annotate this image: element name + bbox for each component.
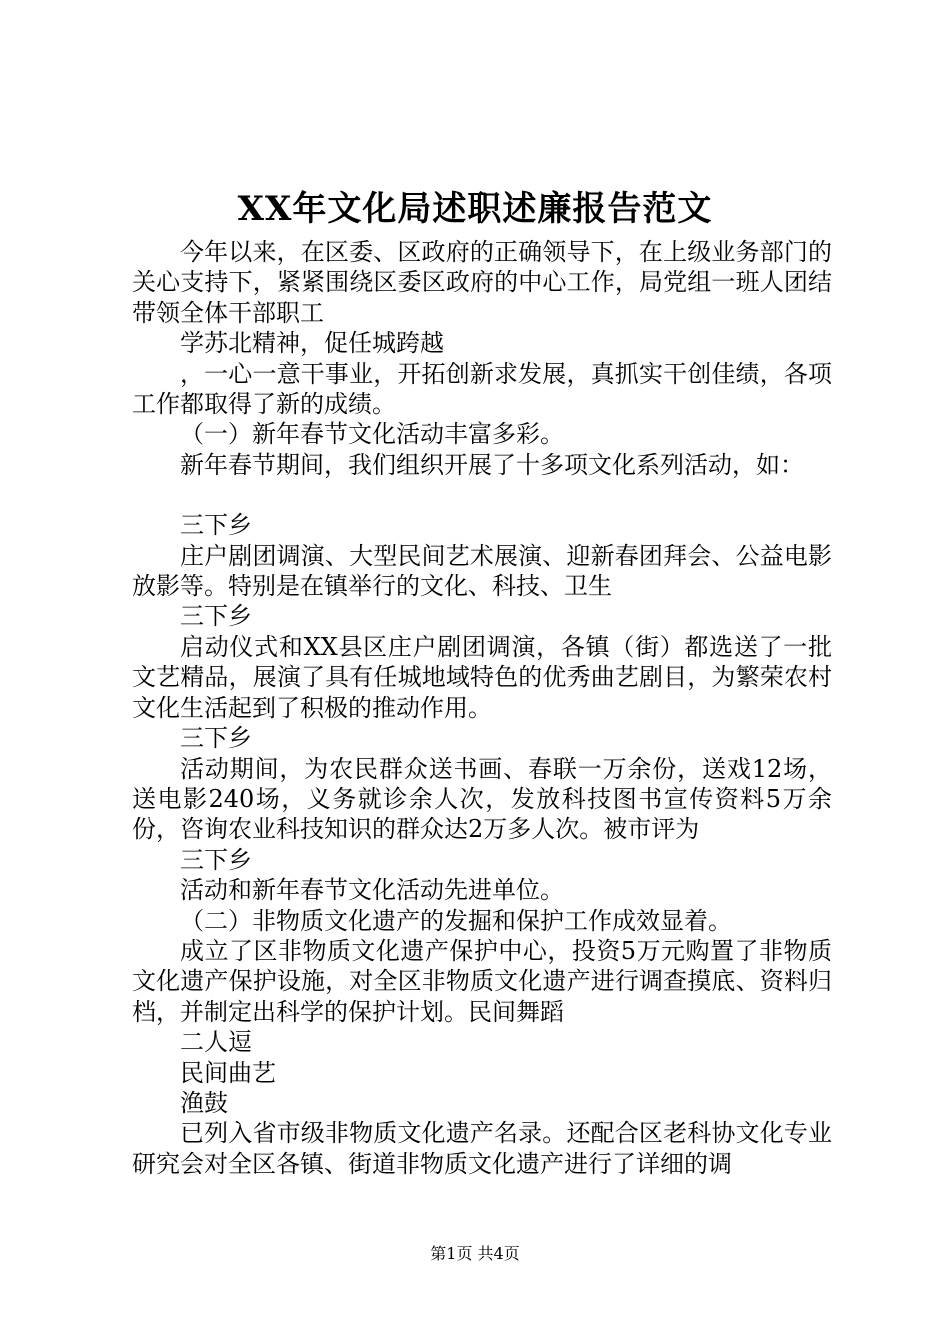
- blank-line: [132, 480, 832, 510]
- paragraph: 学苏北精神，促任城跨越: [180, 329, 444, 358]
- paragraph: 成立了区非物质文化遗产保护中心，投资5万元购置了非物质文化遗产保护设施，对全区非物质文化遗产进行调查摸底、资料归档，并制定出科学的保护计划。民间舞蹈: [132, 936, 832, 1026]
- paragraph: 今年以来，在区委、区政府的正确领导下，在上级业务部门的关心支持下，紧紧围绕区委区政府的中心工作，局党组一班人团结带领全体干部职工: [132, 238, 832, 327]
- paragraph: 已列入省市级非物质文化遗产名录。还配合区老科协文化专业研究会对全区各镇、街道非物质文化遗产进行了详细的调: [132, 1119, 832, 1178]
- paragraph: 二人逗: [180, 1028, 252, 1057]
- page-footer: 第1页 共4页: [430, 1244, 520, 1263]
- document-body: [132, 237, 832, 1179]
- paragraph: ，一心一意干事业，开拓创新求发展，真抓实干创佳绩，各项工作都取得了新的成绩。: [132, 359, 832, 419]
- paragraph: 三下乡: [180, 845, 252, 874]
- paragraph: 新年春节期间，我们组织开展了十多项文化系列活动，如：: [180, 450, 804, 479]
- document-title: XX年文化局述职述廉报告范文: [237, 189, 713, 229]
- paragraph: 活动和新年春节文化活动先进单位。: [180, 876, 564, 905]
- paragraph: 三下乡: [180, 602, 252, 631]
- paragraph: 活动期间，为农民群众送书画、春联一万余份，送戏12场，送电影240场，义务就诊余人次，发放科技图书宣传资料5万余份，咨询农业科技知识的群众达2万多人次。被市评为: [132, 754, 832, 844]
- paragraph: 三下乡: [180, 724, 252, 753]
- paragraph: 庄户剧团调演、大型民间艺术展演、迎新春团拜会、公益电影放影等。特别是在镇举行的文化、科技、卫生: [132, 541, 832, 601]
- paragraph: 三下乡: [180, 511, 252, 540]
- paragraph: 启动仪式和XX县区庄户剧团调演，各镇（街）都选送了一批文艺精品，展演了具有任城地域特色的优秀曲艺剧目，为繁荣农村文化生活起到了积极的推动作用。: [132, 632, 832, 722]
- paragraph: 渔鼓: [180, 1088, 228, 1117]
- section-heading: （二）非物质文化遗产的发掘和保护工作成效显着。: [180, 906, 732, 935]
- section-heading: （一）新年春节文化活动丰富多彩。: [180, 420, 564, 449]
- paragraph: 民间曲艺: [180, 1058, 276, 1087]
